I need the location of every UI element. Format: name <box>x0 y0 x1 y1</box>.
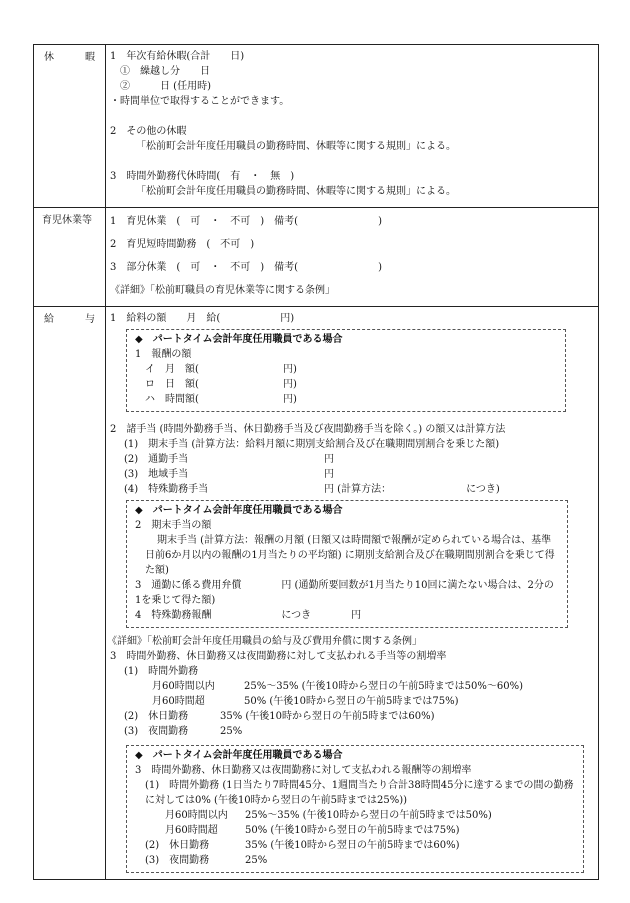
box-prem-night-value: 25% <box>245 855 268 866</box>
leave-compensatory: 3 時間外勤務代休時間( 有 ・ 無 ) <box>110 171 295 182</box>
allowance-bonus: (1) 期末手当 (計算方法：給料月額に期別支給割合及び在職期間別割合を乗じた額) <box>124 439 500 450</box>
content-cell-leave <box>106 45 599 208</box>
premium-ot-within-label: 月60時間以内 <box>152 681 215 692</box>
row-childcare <box>34 208 599 307</box>
childcare-partial-leave: 3 部分休業 ( 可 ・ 不可 ) 備考( ) <box>110 262 382 273</box>
box-prem-heading: ◆ パートタイム会計年度任用職員である場合 <box>135 750 343 761</box>
premium-holiday-label: (2) 休日勤務 <box>124 711 189 722</box>
premium-heading: 3 時間外勤務、休日勤務又は夜間勤務に対して支払われる手当等の割増率 <box>110 651 447 662</box>
childcare-leave: 1 育児休業 ( 可 ・ 不可 ) 備考( ) <box>110 216 382 227</box>
box-allow-commute: 3 通勤に係る費用弁償 円 (通勤所要回数が1月当たり10回に満たない場合は、2分の1を乗じて得た額) <box>135 580 554 606</box>
leave-hourly-note: ・時間単位で取得することができます。 <box>110 96 290 107</box>
label-leave-b: 暇 <box>85 52 95 63</box>
premium-night-value: 25% <box>220 726 243 737</box>
allowance-commute-value: 円 <box>324 454 334 465</box>
content-cell-salary <box>106 307 599 880</box>
leave-carryover: ① 繰越し分 日 <box>120 66 210 77</box>
allowance-special-label: (4) 特殊勤務手当 <box>124 484 209 495</box>
row-leave <box>34 45 599 208</box>
parttime-box-pay <box>126 329 566 412</box>
box-pay-heading: ◆ パートタイム会計年度任用職員である場合 <box>135 334 343 345</box>
box-pay-title: 1 報酬の額 <box>135 349 192 360</box>
box-prem-over-value: 50% (午後10時から翌日の午前5時までは75%) <box>245 825 460 836</box>
box-prem-overtime: (1) 時間外勤務 (1日当たり7時間45分、1週間当たり合計38時間45分に達するまでの間の勤務に対しては0% (午後10時から翌日の午前5時までは25%)) <box>145 780 574 806</box>
box-prem-holiday-value: 35% (午後10時から翌日の午前5時までは60%) <box>245 840 460 851</box>
label-leave-a: 休 <box>44 52 54 63</box>
box-pay-hourly-value: 円) <box>283 394 297 405</box>
box-allow-special: 4 特殊勤務報酬 につき 円 <box>135 610 362 621</box>
box-allow-bonus-calc: 期末手当 (計算方法：報酬の月額 (日額又は時間額で報酬が定められている場合は、基準日前6か月以内の報酬の1月当たりの平均額) に期別支給割合及び在職期間別割合を乗じて得た額) <box>145 535 555 576</box>
label-cell-childcare <box>34 208 106 307</box>
premium-ot-over-label: 月60時間超 <box>152 696 205 707</box>
box-prem-over-label: 月60時間超 <box>165 825 218 836</box>
content-cell-childcare <box>106 208 599 307</box>
childcare-detail: 《詳細》「松前町職員の育児休業等に関する条例」 <box>110 285 335 296</box>
leave-other: 2 その他の休暇 <box>110 126 187 137</box>
premium-ot-within-value: 25%～35% (午後10時から翌日の午前5時までは50%～60%) <box>244 681 523 692</box>
salary-detail: 《詳細》「松前町会計年度任用職員の給与及び費用弁償に関する条例」 <box>107 636 422 647</box>
premium-holiday-value: 35% (午後10時から翌日の午前5時までは60%) <box>220 711 435 722</box>
label-salary-a: 給 <box>44 314 54 325</box>
employment-terms-table <box>33 44 599 880</box>
box-pay-monthly-label: イ 月 額( <box>145 364 199 375</box>
box-pay-monthly-value: 円) <box>283 364 297 375</box>
allowance-special-value: 円 (計算方法： につき) <box>324 484 500 495</box>
leave-appointment: ② 日 (任用時) <box>120 81 211 92</box>
allowance-regional-label: (3) 地域手当 <box>124 469 189 480</box>
row-salary <box>34 307 599 880</box>
leave-annual: 1 年次有給休暇(合計 日) <box>110 51 245 62</box>
box-prem-within-label: 月60時間以内 <box>165 810 228 821</box>
premium-night-label: (3) 夜間勤務 <box>124 726 189 737</box>
leave-compensatory-rule: 「松前町会計年度任用職員の勤務時間、休暇等に関する規則」による。 <box>136 186 456 197</box>
box-pay-hourly-label: ハ 時間額( <box>145 394 199 405</box>
box-prem-within-value: 25%～35% (午後10時から翌日の午前5時までは50%) <box>245 810 492 821</box>
childcare-short-hours: 2 育児短時間勤務 ( 不可 ) <box>110 239 255 250</box>
label-salary-b: 与 <box>85 314 95 325</box>
premium-ot-over-value: 50% (午後10時から翌日の午前5時までは75%) <box>244 696 459 707</box>
parttime-box-allowances <box>126 500 568 628</box>
box-prem-title: 3 時間外勤務、休日勤務又は夜間勤務に対して支払われる報酬等の割増率 <box>135 765 472 776</box>
box-pay-daily-value: 円) <box>283 379 297 390</box>
allowances-heading: 2 諸手当 (時間外勤務手当、休日勤務手当及び夜間勤務手当を除く。) の額又は計算方法 <box>110 424 506 435</box>
box-allow-bonus-title: 2 期末手当の額 <box>135 520 212 531</box>
box-prem-night-label: (3) 夜間勤務 <box>145 855 210 866</box>
label-cell-salary <box>34 307 106 880</box>
leave-other-rule: 「松前町会計年度任用職員の勤務時間、休暇等に関する規則」による。 <box>136 141 456 152</box>
allowance-commute-label: (2) 通勤手当 <box>124 454 189 465</box>
allowance-regional-value: 円 <box>324 469 334 480</box>
box-pay-daily-label: ロ 日 額( <box>145 379 199 390</box>
box-prem-holiday-label: (2) 休日勤務 <box>145 840 210 851</box>
premium-overtime: (1) 時間外勤務 <box>124 666 199 677</box>
label-cell-leave <box>34 45 106 208</box>
parttime-box-premium <box>126 745 584 873</box>
salary-amount: 1 給料の額 月 給( 円) <box>110 313 295 324</box>
label-childcare: 育児休業等 <box>42 215 92 226</box>
box-allow-heading: ◆ パートタイム会計年度任用職員である場合 <box>135 505 343 516</box>
